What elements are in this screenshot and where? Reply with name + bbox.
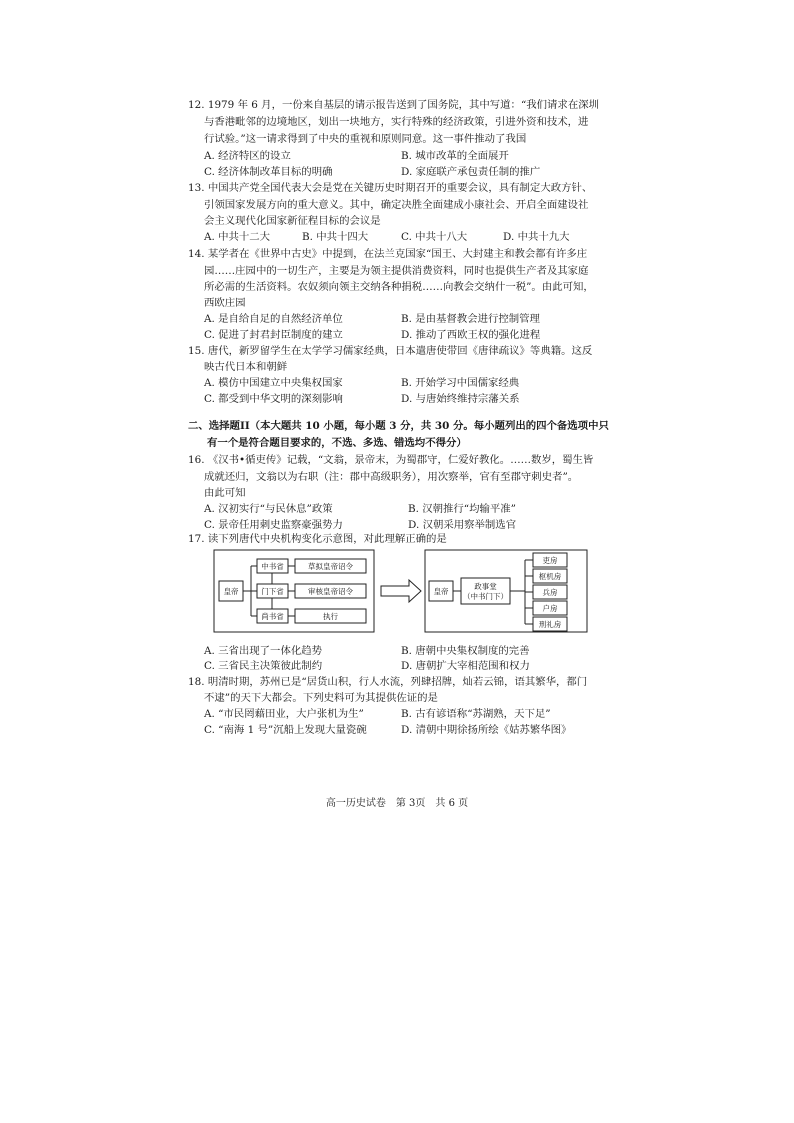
q16-option-b: B. 汉朝推行“均输平准” <box>408 503 516 515</box>
q17-option-b: B. 唐朝中央集权制度的完善 <box>401 645 530 657</box>
role-label-review: 审核皇帝诏令 <box>308 587 353 596</box>
q16-option-a: A. 汉初实行“与民休息”政策 <box>204 503 333 515</box>
role-label-execute: 执行 <box>323 612 338 621</box>
q17-option-a: A. 三省出现了一体化趋势 <box>204 645 323 657</box>
q12-stem-line: 12. 1979 年 6 月，一份来自基层的请示报告送到了国务院，其中写道：“我们请求在深圳 <box>188 99 599 111</box>
q14-stem-line: 所必需的生活资料。农奴须向领主交纳各种捐税……向教会交纳什一税”。由此可知， <box>204 281 594 293</box>
dept-label-shangshu: 尚书省 <box>261 612 284 621</box>
q16-option-c: C. 景帝任用刺史监察豪强势力 <box>204 519 343 531</box>
q14-option-d: D. 推动了西欧王权的强化进程 <box>401 329 541 341</box>
q16-stem-line: 由此可知 <box>204 487 246 499</box>
q17-option-d: D. 唐朝扩大宰相范围和权力 <box>401 660 530 672</box>
transition-arrow <box>381 580 421 602</box>
q14-stem-line: 西欧庄园 <box>204 297 246 309</box>
q12-option-a: A. 经济特区的设立 <box>204 150 291 162</box>
tang-central-institutions-diagram <box>213 548 589 634</box>
q14-option-c: C. 促进了封君封臣制度的建立 <box>204 329 343 341</box>
q18-option-b: B. 古有谚语称“苏湖熟，天下足” <box>401 708 551 720</box>
q15-option-a: A. 模仿中国建立中央集权国家 <box>204 377 343 389</box>
q13-stem-line: 13. 中国共产党全国代表大会是党在关键历史时期召开的重要会议，具有制定大政方针、 <box>188 182 593 194</box>
office-label-bing: 兵房 <box>542 588 558 597</box>
q15-stem-line: 映古代日本和朝鲜 <box>204 361 288 373</box>
office-label-xingli: 刑礼房 <box>538 620 562 629</box>
q12-option-d: D. 家庭联产承包责任制的推广 <box>401 166 541 178</box>
q13-option-c: C. 中共十八大 <box>401 231 468 243</box>
q16-option-d: D. 汉朝采用察举制选官 <box>408 519 517 531</box>
zhengshitang-label: 政事堂 <box>474 582 497 591</box>
dept-label-zhongshu: 中书省 <box>261 562 284 571</box>
diagram-svg <box>213 548 589 634</box>
q13-option-b: B. 中共十四大 <box>302 231 369 243</box>
section-2-line: 有一个是符合题目要求的，不选、多选、错选均不得分） <box>207 437 467 449</box>
q12-option-b: B. 城市改革的全面展开 <box>401 150 509 162</box>
left-emperor-label: 皇帝 <box>223 587 239 596</box>
q14-stem-line: 园……庄园中的一切生产，主要是为领主提供消费资料，同时也提供生产者及其家庭 <box>204 265 589 277</box>
q14-stem-line: 14. 某学者在《世界中古史》中提到，在法兰克国家“国王、大封建主和教会都有许多庄 <box>188 248 588 260</box>
q12-option-c: C. 经济体制改革目标的明确 <box>204 166 333 178</box>
q17-option-c: C. 三省民主决策彼此制约 <box>204 660 323 672</box>
office-label-shuji: 枢机房 <box>538 572 562 581</box>
role-label-draft: 草拟皇帝诏令 <box>308 562 353 571</box>
q15-option-b: B. 开始学习中国儒家经典 <box>401 377 520 389</box>
q13-stem-line: 会主义现代化国家新征程目标的会议是 <box>204 215 381 227</box>
q13-stem-line: 引领国家发展方向的重大意义。其中，确定决胜全面建成小康社会、开启全面建设社 <box>204 199 589 211</box>
q15-stem-line: 15. 唐代，新罗留学生在太学学习儒家经典，日本遣唐使带回《唐律疏议》等典籍。这反 <box>188 345 593 357</box>
dept-label-menxia: 门下省 <box>261 587 284 596</box>
right-emperor-label: 皇帝 <box>433 587 449 596</box>
q13-option-a: A. 中共十二大 <box>204 231 271 243</box>
q12-stem-line: 行试验。”这一请求得到了中央的重视和原则同意。这一事件推动了我国 <box>204 133 527 145</box>
q15-option-d: D. 与唐始终维持宗藩关系 <box>401 393 520 405</box>
q18-stem-line: 不逮”的天下大都会。下列史料可为其提供佐证的是 <box>204 692 438 704</box>
q14-option-b: B. 是由基督教会进行控制管理 <box>401 313 540 325</box>
office-label-hu: 户房 <box>542 604 558 613</box>
zhongshumenxia-label: （中书门下） <box>463 592 508 601</box>
q14-option-a: A. 是自给自足的自然经济单位 <box>204 313 343 325</box>
office-label-li: 吏房 <box>542 556 558 565</box>
q18-stem-line: 18. 明清时期，苏州已是“居货山积，行人水流，列肆招牌，灿若云锦，语其繁华，都门 <box>188 676 588 688</box>
right-panel-frame <box>425 550 587 632</box>
q16-stem-line: 成就还归，文翁以为右职（注：郡中高级职务），用次察举，官有至郡守刺史者”。 <box>204 471 579 483</box>
q18-option-c: C. “南海 1 号”沉船上发现大量瓷碗 <box>204 724 367 736</box>
q12-stem-line: 与香港毗邻的边境地区，划出一块地方，实行特殊的经济政策，引进外资和技术，进 <box>204 116 589 128</box>
page-footer: 高一历史试卷 第 3页 共 6 页 <box>325 798 469 809</box>
section-2-line: 二、选择题II（本大题共 10 小题，每小题 3 分，共 30 分。每小题列出的四个备选项中只 <box>188 420 609 432</box>
q17-stem-line: 17. 读下列唐代中央机构变化示意图，对此理解正确的是 <box>188 533 447 545</box>
q15-option-c: C. 都受到中华文明的深刻影响 <box>204 393 343 405</box>
q18-option-a: A. “市民罔藉田业，大户张机为生” <box>204 708 364 720</box>
q13-option-d: D. 中共十九大 <box>503 231 570 243</box>
q16-stem-line: 16. 《汉书•循吏传》记载，“文翁，景帝末，为蜀郡守，仁爱好教化。……数岁，蜀生皆 <box>188 454 594 466</box>
q18-option-d: D. 清朝中期徐扬所绘《姑苏繁华图》 <box>401 724 572 736</box>
